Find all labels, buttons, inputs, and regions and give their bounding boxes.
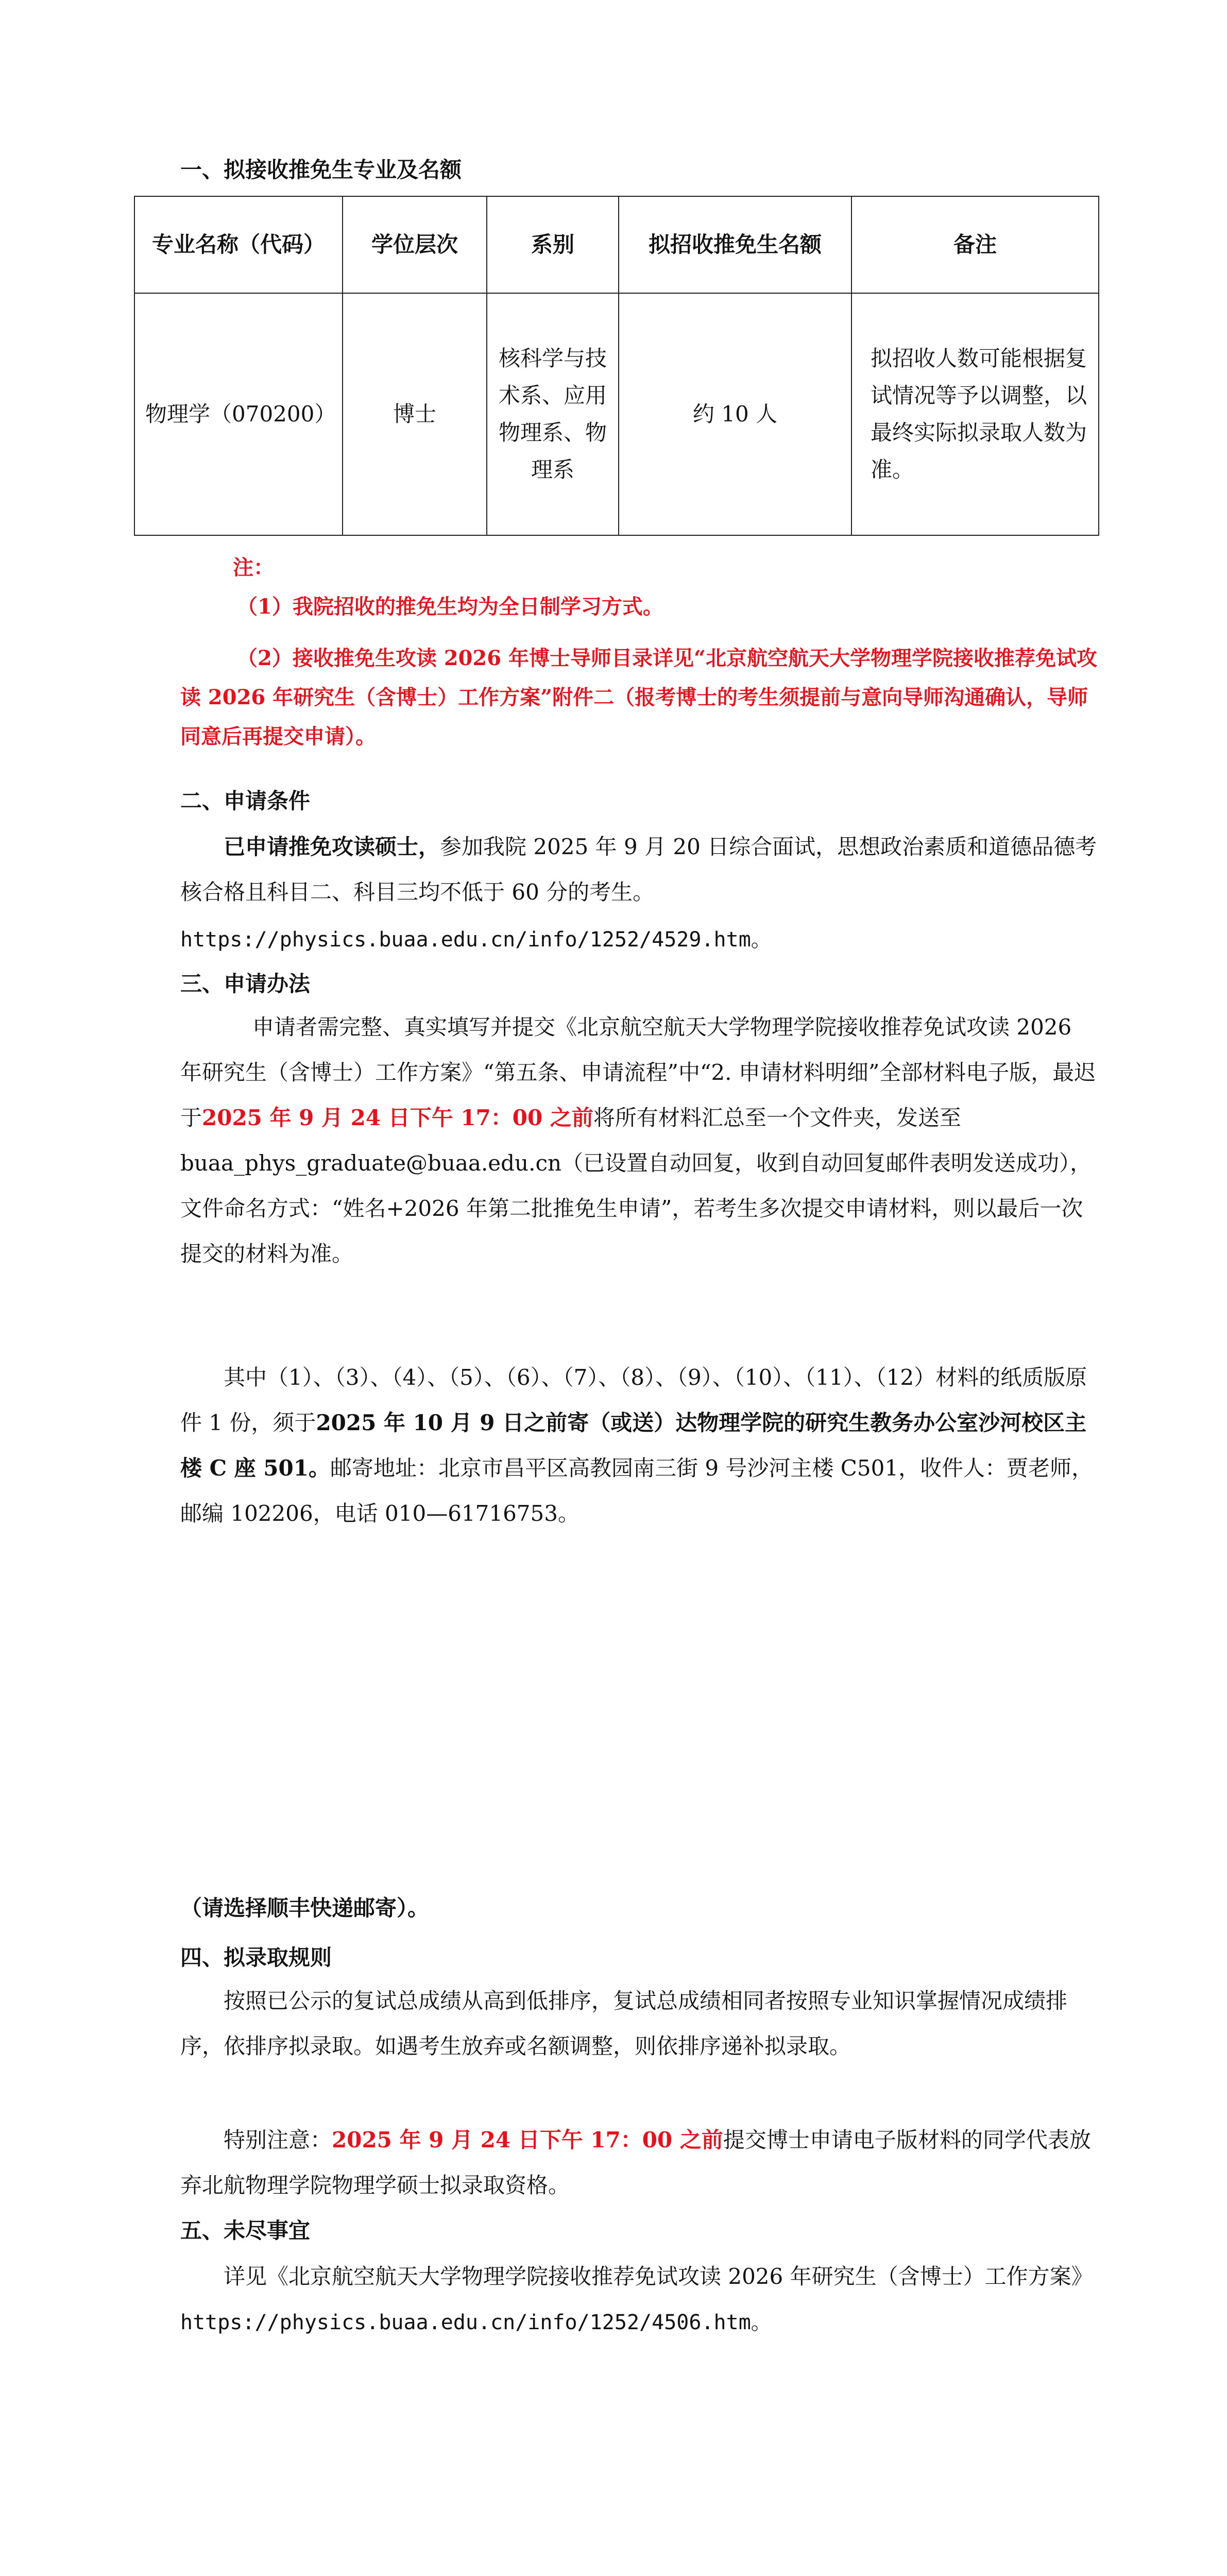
section5-paragraph bbox=[180, 2254, 1097, 2345]
cell-major: 物理学（070200） bbox=[134, 293, 343, 535]
section2-text: 参加我院 2025 年 9 月 20 日综合面试，思想政治素质和道德品德考核合格且科目二、科目三均不低于 60 分的考生。 bbox=[180, 834, 1097, 905]
section3-p2-bold: 2025 年 10 月 9 日之前寄（或送）达物理学院的研究生教务办公室沙河校区主楼 C 座 501。 bbox=[180, 1410, 1087, 1481]
note-label: 注： bbox=[233, 555, 274, 580]
section3-p2-b: 邮寄地址：北京市昌平区高教园南三街 9 号沙河主楼 C501，收件人：贾老师，邮编 102206，电话 010—61716753。 bbox=[180, 1455, 1094, 1526]
note-2: （2）接收推免生攻读 2026 年博士导师目录详见“北京航空航天大学物理学院接收推荐免试攻读 2026 年研究生（含博士）工作方案”附件二（报考博士的考生须提前与意向导师沟通确认，导师同意后再提交申请）。 bbox=[180, 646, 1098, 749]
header-remark: 备注 bbox=[851, 196, 1099, 293]
cell-remark: 拟招收人数可能根据复试情况等予以调整，以最终实际拟录取人数为准。 bbox=[851, 293, 1099, 535]
section4-heading: 四、拟录取规则 bbox=[180, 1945, 332, 1970]
note-1: （1）我院招收的推免生均为全日制学习方式。 bbox=[237, 595, 663, 619]
section4-p2-b: 提交博士申请电子版材料的同学代表放弃北航物理学院物理学硕士拟录取资格。 bbox=[180, 2127, 1091, 2198]
header-department: 系别 bbox=[487, 196, 619, 293]
section3-paragraph-3: （请选择顺丰快递邮寄）。 bbox=[180, 1895, 430, 1921]
cell-level: 博士 bbox=[343, 293, 487, 535]
section1-heading: 一、拟接收推免生专业及名额 bbox=[180, 157, 462, 182]
cell-quota: 约 10 人 bbox=[619, 293, 851, 535]
section4-paragraph-2 bbox=[180, 2117, 1097, 2208]
header-major: 专业名称（代码） bbox=[134, 196, 343, 293]
section2-heading: 二、申请条件 bbox=[180, 788, 311, 814]
section3-deadline: 2025 年 9 月 24 日下午 17：00 之前 bbox=[202, 1105, 593, 1130]
header-quota: 拟招收推免生名额 bbox=[619, 196, 851, 293]
section5-heading: 五、未尽事宜 bbox=[180, 2218, 311, 2243]
section3-paragraph-2 bbox=[180, 1355, 1097, 1536]
table-row bbox=[134, 293, 1099, 535]
section2-bold-lead: 已申请推免攻读硕士， bbox=[224, 834, 440, 859]
section5-text: 详见《北京航空航天大学物理学院接收推荐免试攻读 2026 年研究生（含博士）工作方案》 bbox=[224, 2264, 1093, 2289]
section5-url[interactable]: https://physics.buaa.edu.cn/info/1252/4506.htm。 bbox=[180, 2311, 772, 2334]
section4-p2-a: 特别注意： bbox=[224, 2127, 332, 2153]
section2-url[interactable]: https://physics.buaa.edu.cn/info/1252/4529.htm。 bbox=[180, 928, 772, 952]
section3-p1-a: 申请者需完整、真实填写并提交《北京航空航天大学物理学院接收推荐免试攻读 2026 年研究生（含博士）工作方案》“第五条、申请流程”中“2. 申请材料明细”全部材料电子版，最迟于 bbox=[180, 1014, 1096, 1130]
header-level: 学位层次 bbox=[343, 196, 487, 293]
section4-deadline: 2025 年 9 月 24 日下午 17：00 之前 bbox=[332, 2127, 723, 2153]
section3-p1-b: 将所有材料汇总至一个文件夹，发送至 buaa_phys_graduate@buaa.edu.cn（已设置自动回复，收到自动回复邮件表明发送成功），文件命名方式：“姓名+2026 年第二批推免生申请”，若考生多次提交申请材料，则以最后一次提交的材料为准。 bbox=[180, 1105, 1092, 1266]
section3-p2-a: 其中（1）、（3）、（4）、（5）、（6）、（7）、（8）、（9）、（10）、（11）、（12）材料的纸质版原件 1 份，须于 bbox=[180, 1365, 1087, 1435]
cell-department: 核科学与技术系、应用物理系、物理系 bbox=[487, 293, 619, 535]
section4-paragraph-1: 按照已公示的复试总成绩从高到低排序，复试总成绩相同者按照专业知识掌握情况成绩排序，依排序拟录取。如遇考生放弃或名额调整，则依排序递补拟录取。 bbox=[180, 1988, 1068, 2059]
quota-table bbox=[134, 196, 1099, 536]
section2-paragraph bbox=[180, 824, 1097, 915]
section3-heading: 三、申请办法 bbox=[180, 971, 311, 996]
table-header-row bbox=[134, 196, 1099, 293]
section3-paragraph-1 bbox=[180, 1005, 1097, 1277]
